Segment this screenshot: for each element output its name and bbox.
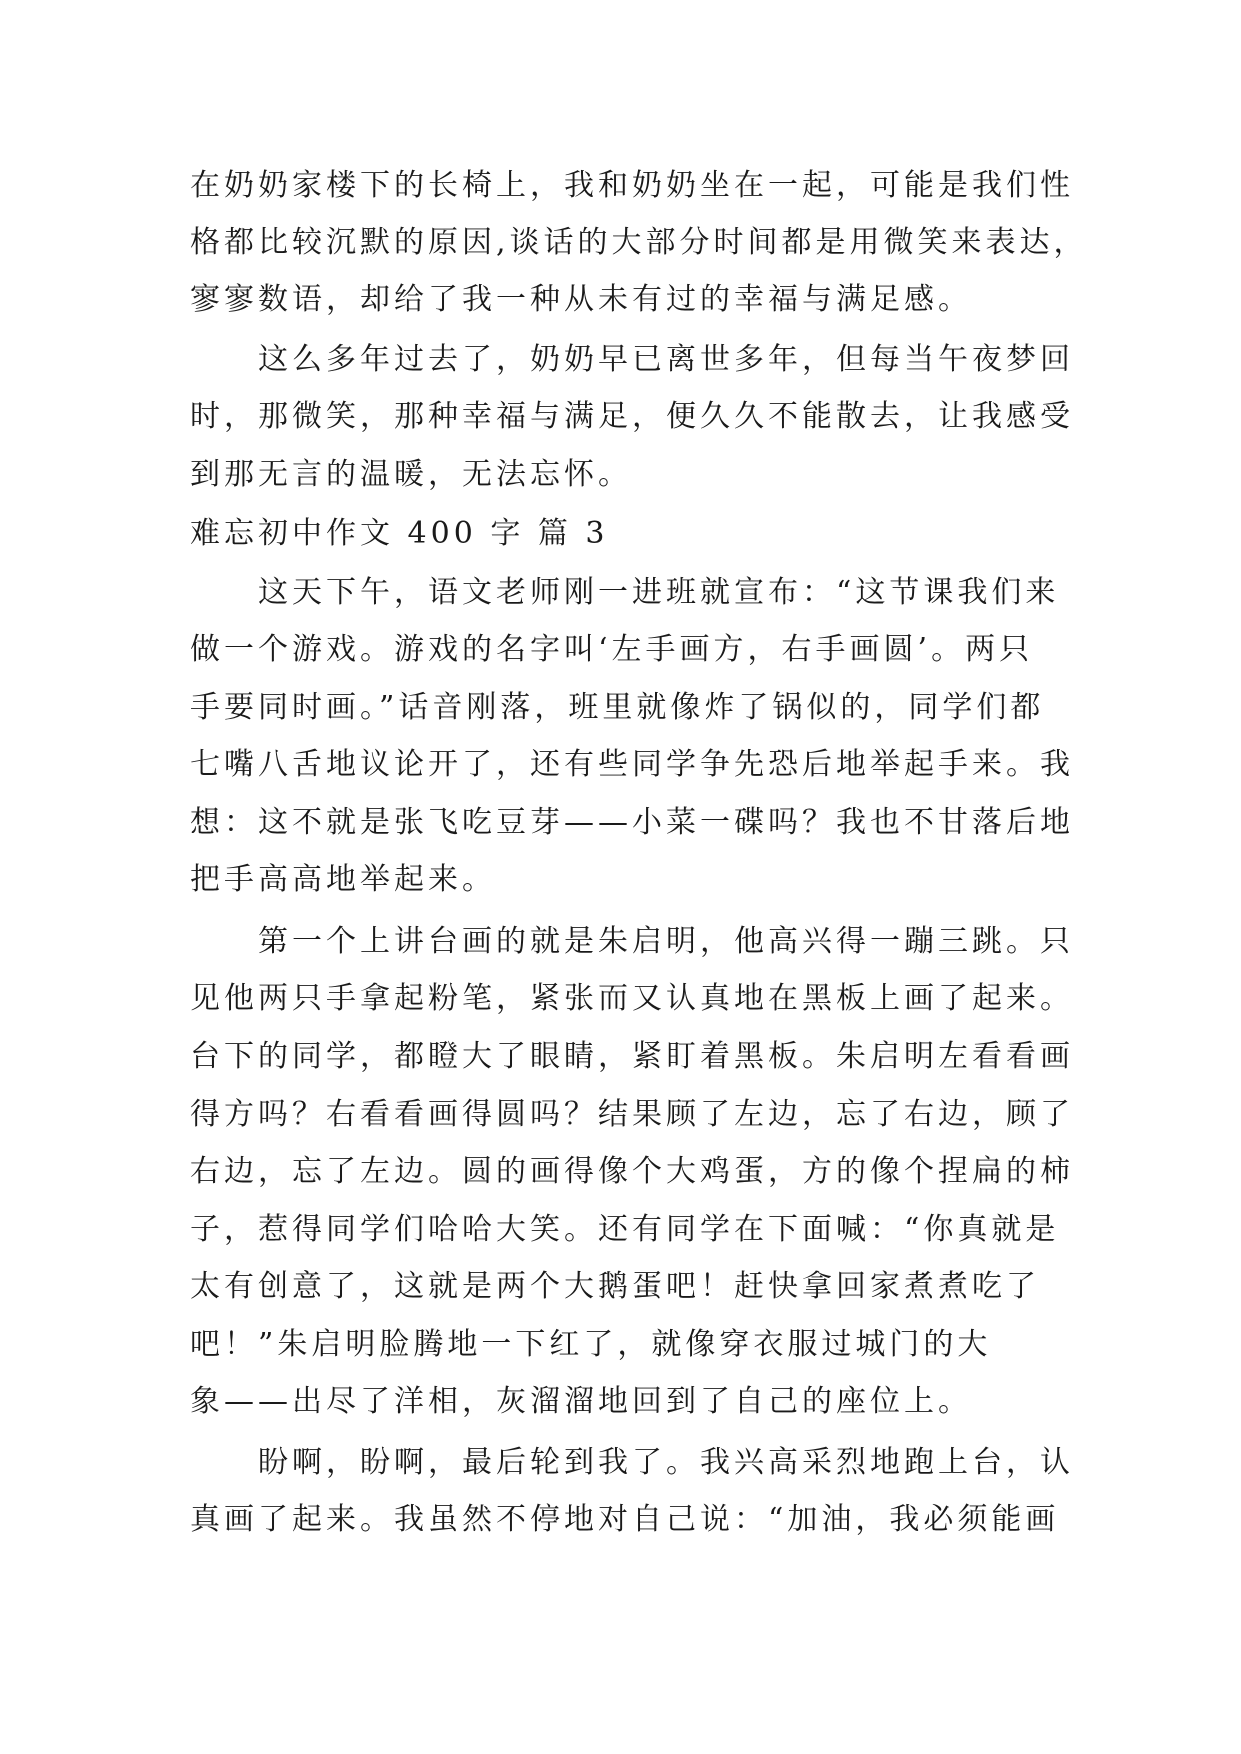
paragraph-line: 这么多年过去了，奶奶早已离世多年，但每当午夜梦回 [190, 342, 1074, 377]
paragraph-line: 真画了起来。我虽然不停地对自己说：“加油，我必须能画 [190, 1502, 1060, 1537]
paragraph-line: 右边，忘了左边。圆的画得像个大鸡蛋，方的像个捏扁的柿 [190, 1154, 1074, 1189]
paragraph-line: 象——出尽了洋相，灰溜溜地回到了自己的座位上。 [190, 1384, 972, 1419]
paragraph-line: 这天下午，语文老师刚一进班就宣布：“这节课我们来 [190, 575, 1060, 610]
paragraph-line: 格都比较沉默的原因,谈话的大部分时间都是用微笑来表达， [190, 225, 1088, 260]
paragraph-line: 台下的同学，都瞪大了眼睛，紧盯着黑板。朱启明左看看画 [190, 1039, 1074, 1074]
paragraph-line: 在奶奶家楼下的长椅上，我和奶奶坐在一起，可能是我们性 [190, 168, 1074, 203]
paragraph-line: 太有创意了，这就是两个大鹅蛋吧！赶快拿回家煮煮吃了 [190, 1269, 1040, 1304]
paragraph-line: 做一个游戏。游戏的名字叫‘左手画方，右手画圆’。两只 [190, 632, 1034, 667]
section-heading: 难忘初中作文 400 字 篇 3 [190, 516, 609, 551]
paragraph-line: 子，惹得同学们哈哈大笑。还有同学在下面喊：“你真就是 [190, 1212, 1060, 1247]
paragraph-line: 七嘴八舌地议论开了，还有些同学争先恐后地举起手来。我 [190, 747, 1074, 782]
paragraph-line: 见他两只手拿起粉笔，紧张而又认真地在黑板上画了起来。 [190, 981, 1074, 1016]
paragraph-line: 寥寥数语，却给了我一种从未有过的幸福与满足感。 [190, 282, 972, 317]
paragraph-line: 到那无言的温暖，无法忘怀。 [190, 457, 632, 492]
paragraph-line: 第一个上讲台画的就是朱启明，他高兴得一蹦三跳。只 [190, 924, 1074, 959]
paragraph-line: 时，那微笑，那种幸福与满足，便久久不能散去，让我感受 [190, 399, 1074, 434]
paragraph-line: 盼啊，盼啊，最后轮到我了。我兴高采烈地跑上台，认 [190, 1445, 1074, 1480]
paragraph-line: 把手高高地举起来。 [190, 862, 496, 897]
paragraph-line: 手要同时画。”话音刚落，班里就像炸了锅似的，同学们都 [190, 690, 1045, 725]
paragraph-line: 得方吗？右看看画得圆吗？结果顾了左边，忘了右边，顾了 [190, 1097, 1074, 1132]
paragraph-line: 吧！”朱启明脸腾地一下红了，就像穿衣服过城门的大 [190, 1327, 992, 1362]
paragraph-line: 想：这不就是张飞吃豆芽——小菜一碟吗？我也不甘落后地 [190, 805, 1074, 840]
